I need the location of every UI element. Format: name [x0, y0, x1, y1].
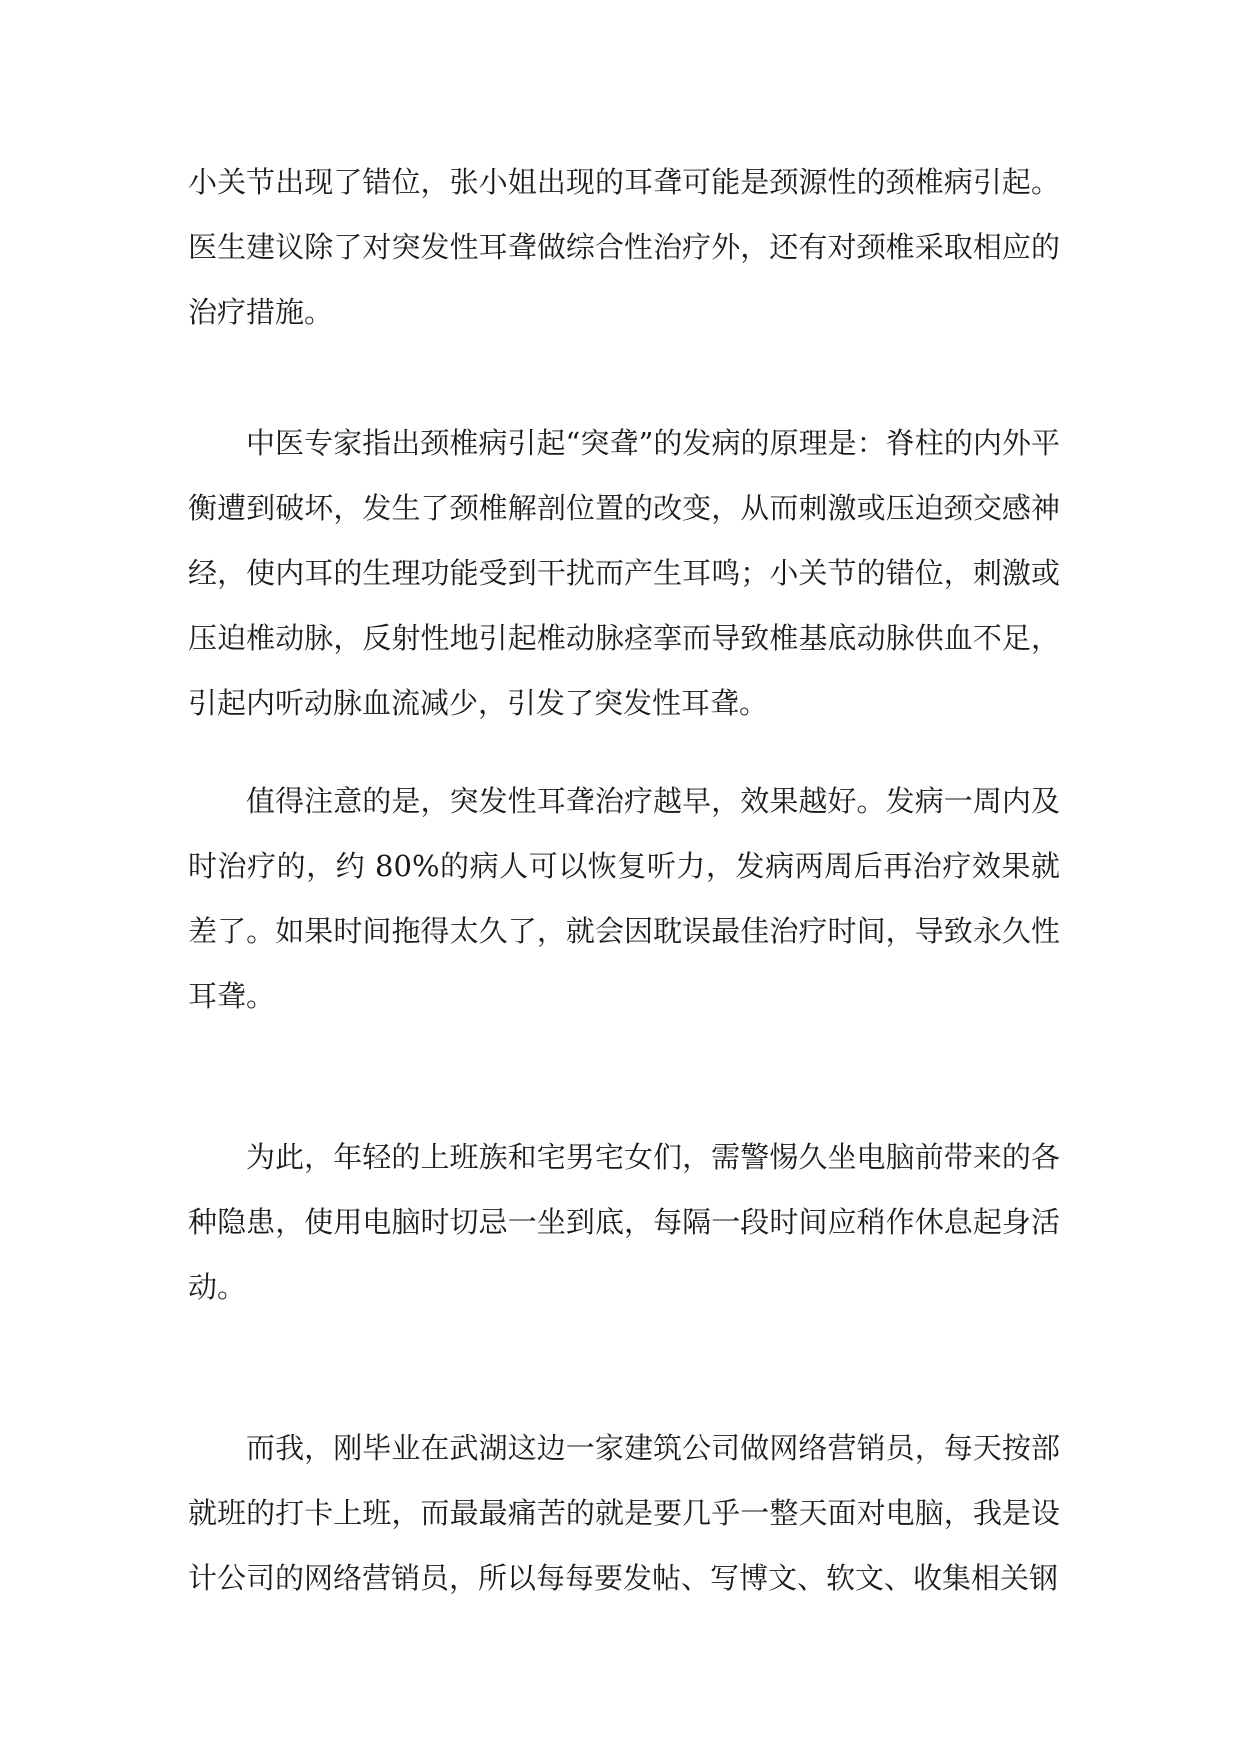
paragraph-5: 而我，刚毕业在武湖这边一家建筑公司做网络营销员，每天按部就班的打卡上班，而最最痛苦的就是要几乎一整天面对电脑，我是设计公司的网络营销员，所以每每要发帖、写博文、软文、收集相关钢 [188, 1431, 1060, 1595]
paragraph-2: 中医专家指出颈椎病引起“突聋”的发病的原理是：脊柱的内外平衡遭到破坏，发生了颈椎解剖位置的改变，从而刺激或压迫颈交感神经，使内耳的生理功能受到干扰而产生耳鸣；小关节的错位，刺激或压迫椎动脉，反射性地引起椎动脉痉挛而导致椎基底动脉供血不足，引起内听动脉血流减少，引发了突发性耳聋。 [188, 426, 1060, 720]
paragraph-4: 为此，年轻的上班族和宅男宅女们，需警惕久坐电脑前带来的各种隐患，使用电脑时切忌一坐到底，每隔一段时间应稍作休息起身活动。 [188, 1140, 1060, 1304]
paragraph-1: 小关节出现了错位，张小姐出现的耳聋可能是颈源性的颈椎病引起。医生建议除了对突发性耳聋做综合性治疗外，还有对颈椎采取相应的治疗措施。 [188, 165, 1060, 329]
paragraph-3: 值得注意的是，突发性耳聋治疗越早，效果越好。发病一周内及时治疗的，约 80%的病人可以恢复听力，发病两周后再治疗效果就差了。如果时间拖得太久了，就会因耽误最佳治疗时间，导致永久性耳聋。 [188, 784, 1060, 1013]
